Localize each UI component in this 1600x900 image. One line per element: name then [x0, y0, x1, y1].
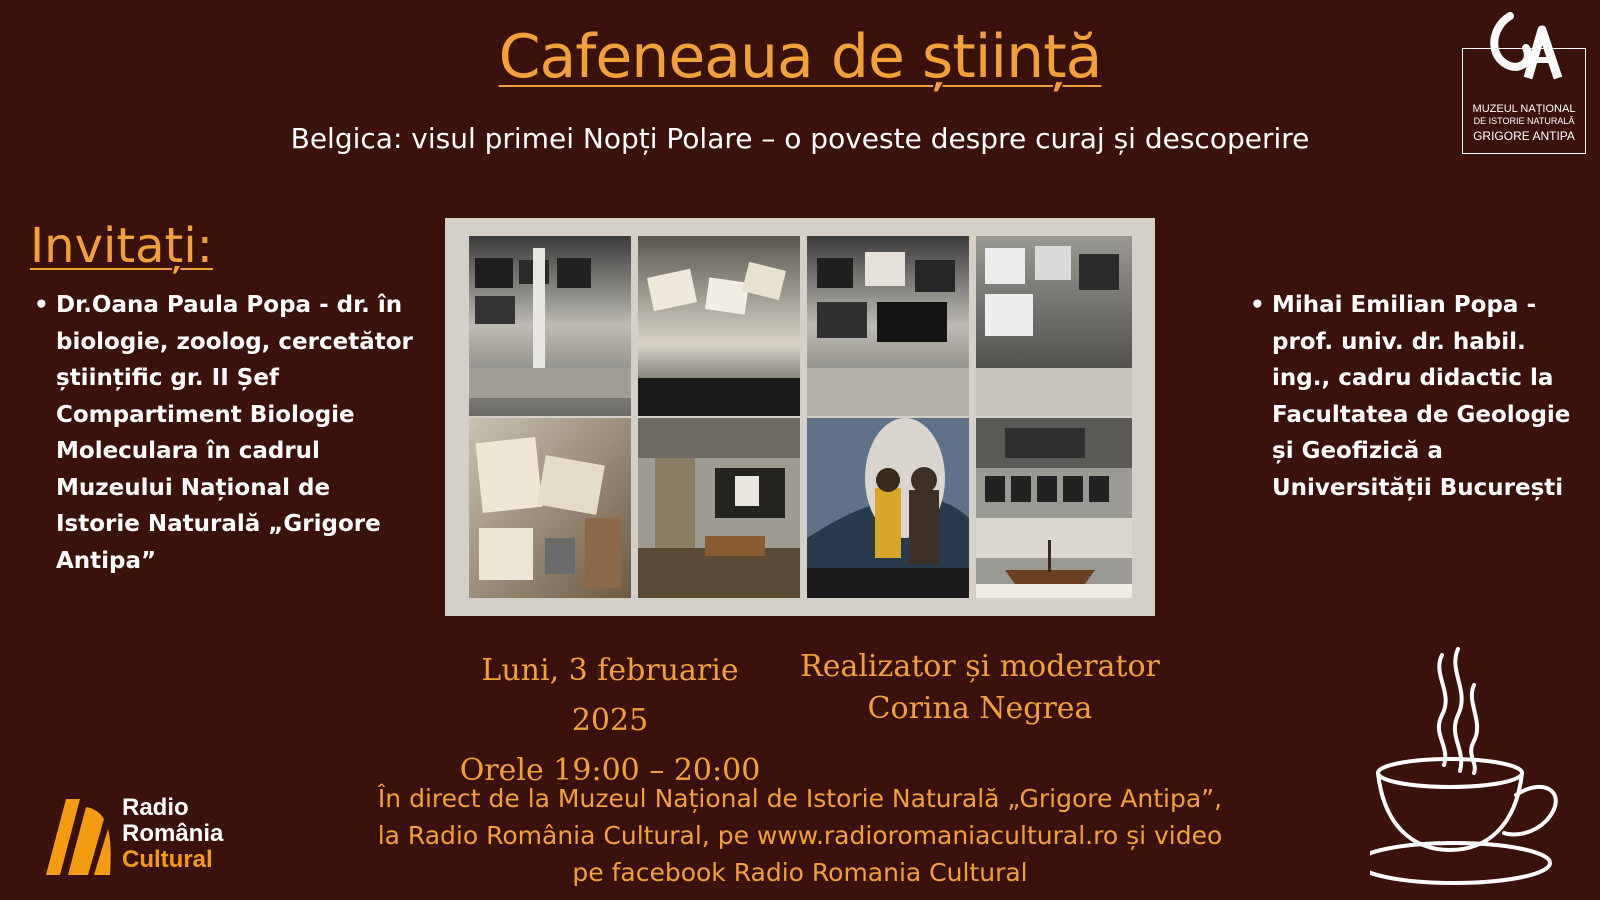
event-subtitle: Belgica: visul primei Nopți Polare – o poveste despre curaj și descoperire: [290, 122, 1310, 155]
museum-logo-icon: [1480, 8, 1570, 98]
guests-heading: Invitați:: [30, 218, 213, 274]
event-schedule: [440, 646, 780, 796]
collage-photo-4: [976, 236, 1132, 416]
collage-photo-1: [469, 236, 631, 416]
broadcast-line3: pe facebook Radio Romania Cultural: [572, 858, 1028, 887]
radio-romania-logo-icon: [40, 795, 112, 877]
moderator-name: Corina Negrea: [867, 691, 1093, 726]
collage-photo-2: [638, 236, 800, 416]
guest-right: [1250, 287, 1572, 506]
collage-photos: [445, 218, 1155, 616]
museum-logo-line2: DE ISTORIE NATURALĂ: [1473, 116, 1575, 126]
museum-logo-line3: GRIGORE ANTIPA: [1473, 129, 1575, 143]
event-hours: Orele 19:00 – 20:00: [459, 753, 761, 788]
guest-left-bullet: •: [34, 292, 49, 318]
radio-romania-cultural-logo: [40, 795, 260, 885]
event-title-text: Cafeneaua de știință: [498, 22, 1102, 92]
collage-photo-3: [807, 236, 969, 416]
radio-logo-line3: Cultural: [122, 846, 213, 873]
broadcast-info: [340, 780, 1260, 891]
event-date: Luni, 3 februarie 2025: [481, 653, 739, 738]
collage-photo-5: [469, 418, 631, 598]
guest-right-text: Mihai Emilian Popa - prof. univ. dr. habil. ing., cadru didactic la Facultatea de Geologie și Geofizică a Universității București: [1272, 292, 1571, 501]
event-title: [0, 22, 1600, 92]
museum-logo: [1462, 8, 1586, 146]
collage-photo-7: [807, 418, 969, 598]
guest-right-bullet: •: [1250, 292, 1265, 318]
radio-logo-line1: Radio: [122, 794, 189, 821]
museum-logo-line1: MUZEUL NAȚIONAL: [1472, 103, 1576, 115]
moderator-role: Realizator și moderator: [800, 649, 1160, 684]
guest-left: [34, 287, 416, 579]
coffee-cup-icon: [1370, 645, 1600, 900]
broadcast-line2: la Radio România Cultural, pe www.radioromaniacultural.ro și video: [377, 821, 1223, 850]
collage-photo-8: [976, 418, 1132, 598]
collage-photo-6: [638, 418, 800, 598]
moderator-info: [800, 646, 1160, 730]
guest-left-text: Dr.Oana Paula Popa - dr. în biologie, zoolog, cercetător științific gr. II Șef Compartiment Biologie Moleculara în cadrul Muzeului Național de Istorie Naturală „Grigore Antipa”: [56, 292, 413, 574]
radio-logo-line2: România: [122, 820, 224, 847]
broadcast-line1: În direct de la Muzeul Național de Istorie Naturală „Grigore Antipa”,: [377, 784, 1223, 813]
exhibition-photo-collage: [445, 218, 1155, 616]
